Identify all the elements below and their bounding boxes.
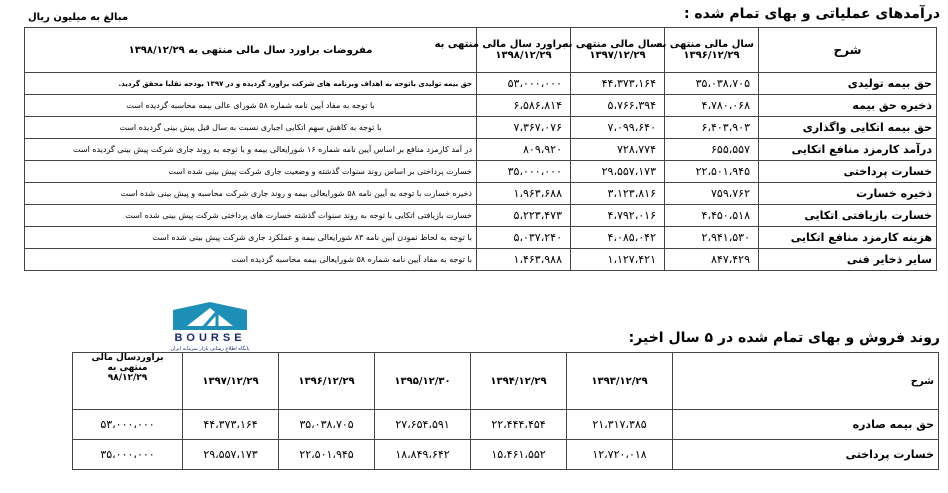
cell-y1396: ۴،۴۵۰،۵۱۸ bbox=[665, 205, 759, 227]
cell-y1396: ۲،۹۴۱،۵۳۰ bbox=[665, 227, 759, 249]
cell-y1397: ۵،۷۶۶،۳۹۴ bbox=[571, 95, 665, 117]
logo-subtitle: پایگاه اطلاع رسانی بازار سرمایه ایران bbox=[170, 346, 250, 352]
cell-value: ۳۵،۰۳۸،۷۰۵ bbox=[279, 410, 375, 440]
header-year: ۱۳۹۷/۱۲/۲۹ bbox=[183, 353, 279, 410]
cell-assumption: خسارت پرداختی بر اساس روند سنوات گذشته و وضعیت جاری شرکت پیش بینی شده است bbox=[25, 161, 477, 183]
cell-y1397: ۴۴،۳۷۳،۱۶۴ bbox=[571, 73, 665, 95]
table-row bbox=[25, 161, 937, 183]
table-row bbox=[25, 205, 937, 227]
cell-value: ۱۲،۷۲۰،۰۱۸ bbox=[567, 440, 673, 470]
cell-y1397: ۴،۰۸۵،۰۴۲ bbox=[571, 227, 665, 249]
cell-assumption: حق بیمه تولیدی باتوجه به اهداف وبرنامه های شرکت براورد گردیده و در ۱۳۹۷ بودجه تقلبا محقق گردید. bbox=[25, 73, 477, 95]
header-y1396 bbox=[656, 28, 759, 73]
cell-value: ۳۵،۰۰۰،۰۰۰ bbox=[73, 440, 183, 470]
cell-value: ۴۴،۳۷۳،۱۶۴ bbox=[183, 410, 279, 440]
header-year: ۱۳۹۵/۱۲/۳۰ bbox=[375, 353, 471, 410]
table-row bbox=[25, 95, 937, 117]
cell-est1398: ۶،۵۸۶،۸۱۴ bbox=[477, 95, 571, 117]
cell-value: ۲۱،۳۱۷،۳۸۵ bbox=[567, 410, 673, 440]
header-label: سال مالی منتهی به bbox=[562, 39, 660, 50]
bourse-logo-icon bbox=[135, 300, 285, 352]
row-label: خسارت پرداختی bbox=[673, 440, 939, 470]
header-date: ۱۳۹۷/۱۲/۲۹ bbox=[589, 50, 646, 61]
bourse-logo bbox=[135, 300, 285, 352]
cell-y1396: ۷۵۹،۷۶۲ bbox=[665, 183, 759, 205]
cell-y1397: ۷،۰۹۹،۶۴۰ bbox=[571, 117, 665, 139]
section1-title: درآمدهای عملیاتی و بهای تمام شده : bbox=[683, 6, 940, 22]
header-year: ۱۳۹۶/۱۲/۲۹ bbox=[279, 353, 375, 410]
header-label: سال مالی منتهی به bbox=[656, 39, 754, 50]
cell-assumption: با توجه به مفاد آیین نامه شماره ۵۸ شورای عالی بیمه محاسبه گردیده است bbox=[25, 95, 477, 117]
table-header-row bbox=[73, 353, 939, 410]
cell-assumption: با توجه به مفاد آیین نامه شماره ۵۸ شورایعالی بیمه محاسبه گردیده است bbox=[25, 249, 477, 271]
cell-est1398: ۸۰۹،۹۲۰ bbox=[477, 139, 571, 161]
cell-y1397: ۲۹،۵۵۷،۱۷۳ bbox=[571, 161, 665, 183]
header-date: ۱۳۹۸/۱۲/۲۹ bbox=[495, 50, 552, 61]
header-label: براورد سال مالی منتهی به bbox=[434, 39, 566, 50]
cell-assumption: با توجه به لحاظ نمودن آیین نامه ۸۳ شورایعالی بیمه و عملکرد جاری شرکت پیش بینی شده است bbox=[25, 227, 477, 249]
cell-assumption: در آمد کارمزد منافع بر اساس آیین نامه شماره ۱۶ شورایعالی بیمه و با توجه به روند جاری شرکت پیش بینی گردیده است bbox=[25, 139, 477, 161]
cell-assumption: ذخیره خسارت با توجه به آیین نامه ۵۸ شورایعالی بیمه و روند جاری شرکت محاسبه و پیش بینی شده است bbox=[25, 183, 477, 205]
cell-value: ۱۸،۸۴۹،۶۴۲ bbox=[375, 440, 471, 470]
row-label: هزینه کارمزد منافع اتکایی bbox=[759, 227, 937, 249]
row-label: حق بیمه صادره bbox=[673, 410, 939, 440]
row-label: ذخیره خسارت bbox=[759, 183, 937, 205]
operating-income-table bbox=[24, 27, 937, 271]
sales-trend-table bbox=[72, 352, 939, 470]
cell-est1398: ۷،۳۶۷،۰۷۶ bbox=[477, 117, 571, 139]
cell-assumption: خسارت بازیافتی اتکایی با توجه به روند سنوات گذشته خسارت های پرداختی شرکت پیش بینی شده است bbox=[25, 205, 477, 227]
cell-value: ۲۷،۶۵۴،۵۹۱ bbox=[375, 410, 471, 440]
table-row bbox=[25, 73, 937, 95]
cell-value: ۲۹،۵۵۷،۱۷۳ bbox=[183, 440, 279, 470]
cell-est1398: ۱،۴۶۳،۹۸۸ bbox=[477, 249, 571, 271]
table-row bbox=[73, 410, 939, 440]
cell-value: ۲۲،۴۴۴،۴۵۴ bbox=[471, 410, 567, 440]
cell-y1397: ۴،۷۹۲،۰۱۶ bbox=[571, 205, 665, 227]
cell-est1398: ۵،۰۳۷،۲۴۰ bbox=[477, 227, 571, 249]
cell-est1398: ۵،۲۲۳،۴۷۳ bbox=[477, 205, 571, 227]
cell-y1396: ۴،۷۸۰،۰۶۸ bbox=[665, 95, 759, 117]
row-label: درآمد کارمزد منافع اتکایی bbox=[759, 139, 937, 161]
header-label: منتهی به bbox=[107, 363, 148, 373]
cell-assumption: با توجه به کاهش سهم اتکایی اجباری نسبت به سال قبل پیش بینی گردیده است bbox=[25, 117, 477, 139]
cell-est1398: ۱،۹۶۳،۶۸۸ bbox=[477, 183, 571, 205]
row-label: حق بیمه اتکایی واگذاری bbox=[759, 117, 937, 139]
table-row bbox=[73, 440, 939, 470]
cell-y1396: ۶،۴۰۳،۹۰۳ bbox=[665, 117, 759, 139]
cell-est1398: ۳۵،۰۰۰،۰۰۰ bbox=[477, 161, 571, 183]
cell-y1396: ۸۴۷،۴۲۹ bbox=[665, 249, 759, 271]
cell-est1398: ۵۳،۰۰۰،۰۰۰ bbox=[477, 73, 571, 95]
row-label: حق بیمه تولیدی bbox=[759, 73, 937, 95]
table-row bbox=[25, 139, 937, 161]
header-date: ۹۸/۱۲/۲۹ bbox=[107, 373, 148, 383]
header-est1398 bbox=[434, 28, 571, 73]
cell-y1397: ۷۲۸،۷۷۴ bbox=[571, 139, 665, 161]
row-label: خسارت پرداختی bbox=[759, 161, 937, 183]
logo-text: BOURSE bbox=[174, 332, 246, 344]
header-year: ۱۳۹۳/۱۲/۲۹ bbox=[567, 353, 673, 410]
table-row bbox=[25, 227, 937, 249]
cell-y1396: ۳۵،۰۳۸،۷۰۵ bbox=[665, 73, 759, 95]
header-assumptions: مفروضات براورد سال مالی منتهی به ۱۳۹۸/۱۲/۲۹ bbox=[25, 28, 477, 73]
cell-y1396: ۲۲،۵۰۱،۹۴۵ bbox=[665, 161, 759, 183]
header-year: ۱۳۹۴/۱۲/۲۹ bbox=[471, 353, 567, 410]
header-label: براوردسال مالی bbox=[91, 353, 164, 363]
table-row bbox=[25, 183, 937, 205]
cell-value: ۱۵،۴۶۱،۵۵۲ bbox=[471, 440, 567, 470]
cell-value: ۵۳،۰۰۰،۰۰۰ bbox=[73, 410, 183, 440]
header-estimate bbox=[73, 353, 183, 410]
section2-title: روند فروش و بهای تمام شده در ۵ سال اخیر: bbox=[628, 330, 940, 346]
table-row bbox=[25, 117, 937, 139]
header-sharh: شرح bbox=[759, 28, 937, 73]
header-sharh: شرح bbox=[673, 353, 939, 410]
cell-y1397: ۱،۱۲۷،۴۲۱ bbox=[571, 249, 665, 271]
row-label: خسارت بازیافتی اتکایی bbox=[759, 205, 937, 227]
unit-label: مبالغ به میلیون ریال bbox=[28, 12, 129, 23]
row-label: سایر ذخایر فنی bbox=[759, 249, 937, 271]
table-row bbox=[25, 249, 937, 271]
cell-y1397: ۳،۱۲۳،۸۱۶ bbox=[571, 183, 665, 205]
cell-y1396: ۶۵۵،۵۵۷ bbox=[665, 139, 759, 161]
table-header-row bbox=[25, 28, 937, 73]
header-y1397 bbox=[562, 28, 665, 73]
cell-value: ۲۲،۵۰۱،۹۴۵ bbox=[279, 440, 375, 470]
header-date: ۱۳۹۶/۱۲/۲۹ bbox=[683, 50, 740, 61]
row-label: ذخیره حق بیمه bbox=[759, 95, 937, 117]
